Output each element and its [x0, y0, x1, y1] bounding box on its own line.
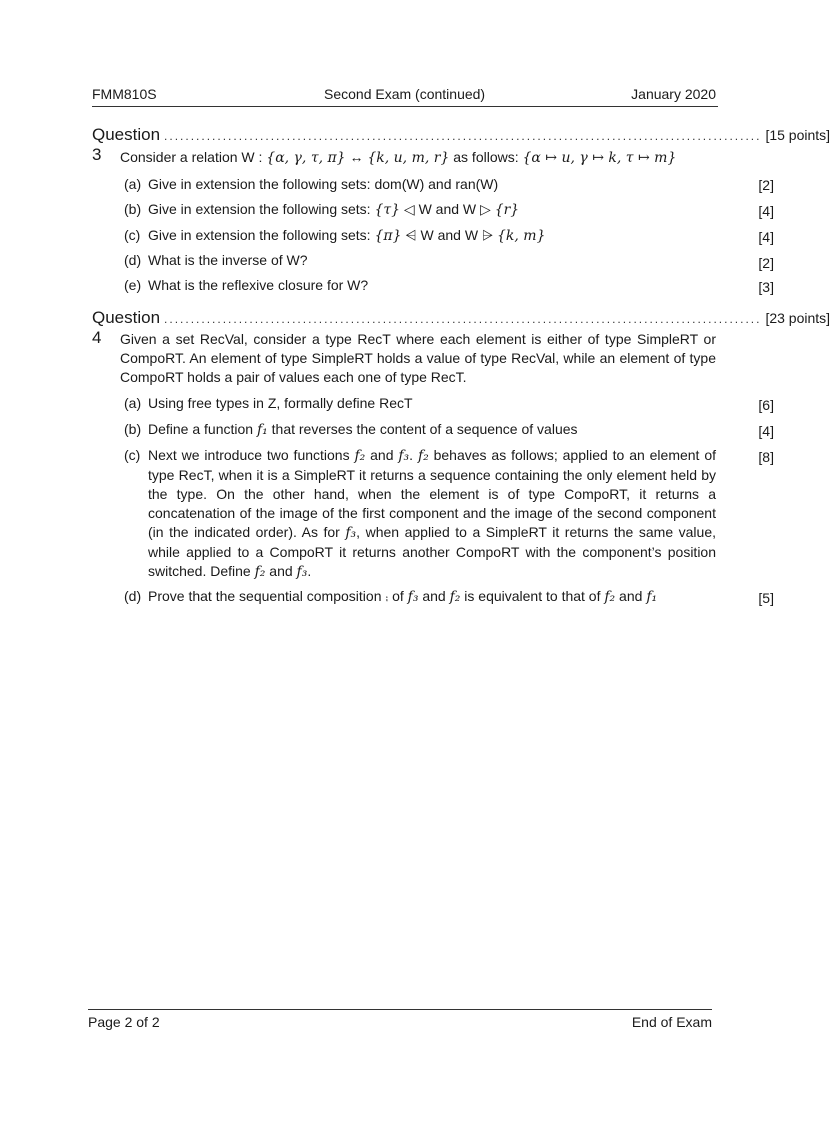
- item-label: (a): [124, 176, 142, 192]
- question-4b: [124, 420, 716, 440]
- text: and: [418, 588, 450, 604]
- item-label: (d): [124, 588, 142, 604]
- page-footer: [88, 1009, 712, 1030]
- question-4-intro: Given a set RecVal, consider a type RecT where each element is either of type SimpleRT or CompoRT. An element of type SimpleRT holds a value of type RecVal, while an element of type CompoRT holds a pair of values each one of type RecT.: [120, 331, 716, 385]
- text: of: [388, 588, 408, 604]
- item-text: [148, 200, 716, 220]
- text: Prove that the sequential composition: [148, 588, 386, 604]
- question-3c-mark: [4]: [758, 229, 774, 245]
- text: ◁ W and W ▷: [400, 201, 495, 217]
- math-symbol: f₂: [354, 448, 366, 464]
- math-symbol: f₃: [345, 525, 357, 541]
- question-3b: [124, 200, 716, 220]
- question-4c: [124, 446, 716, 582]
- text: , when applied to a SimpleRT it returns the same value, while applied to a CompoRT it returns another CompoRT with the component’s position switched. Define: [148, 524, 716, 579]
- question-3-intro: [120, 148, 716, 168]
- question-4d: [124, 587, 716, 607]
- item-text: [148, 587, 716, 607]
- text: is equivalent to that of: [460, 588, 605, 604]
- question-3-points: [15 points]: [765, 127, 830, 143]
- question-4-points: [23 points]: [765, 310, 830, 326]
- text: Give in extension the following sets:: [148, 201, 375, 217]
- question-3a-mark: [2]: [758, 177, 774, 193]
- item-label: (c): [124, 227, 141, 243]
- question-3d-mark: [2]: [758, 255, 774, 271]
- math-symbol: f₃: [296, 564, 308, 580]
- item-label: (b): [124, 201, 142, 217]
- item-label: (a): [124, 395, 142, 411]
- math-set: {k, u, m, r}: [367, 150, 450, 166]
- question-3d: [124, 251, 716, 270]
- text: Define a function: [148, 421, 257, 437]
- course-code: FMM810S: [92, 86, 157, 102]
- math-symbol: f₁: [646, 589, 658, 605]
- item-label: (e): [124, 277, 142, 293]
- item-label: (b): [124, 421, 142, 437]
- text: and: [365, 447, 399, 463]
- math-symbol: f₃: [407, 589, 419, 605]
- composition-symbol: ⨾: [385, 588, 389, 604]
- text: and: [615, 588, 647, 604]
- question-3-label: Question 3: [92, 125, 161, 164]
- item-text: [148, 446, 716, 582]
- math-symbol: f₃: [398, 448, 410, 464]
- page-number: Page 2 of 2: [88, 1014, 160, 1030]
- question-3e: [124, 276, 716, 295]
- text: behaves as follows; applied to an element of type RecT, when it is a SimpleRT it returns a sequence containing the only element held by the type. On the other hand, when the element is of type CompoRT, it returns a concatenation of the image of the first component and the image of the second component (in the indicated order). As for: [148, 447, 716, 540]
- item-label: (c): [124, 447, 141, 463]
- math-set: {τ}: [374, 202, 401, 218]
- math-set: {α, γ, τ, π}: [266, 150, 346, 166]
- end-of-exam: End of Exam: [631, 1014, 712, 1030]
- text: and: [265, 563, 297, 579]
- text: ⩤ W and W ⩥: [401, 227, 498, 243]
- text: Give in extension the following sets:: [148, 227, 375, 243]
- item-text: [148, 420, 716, 440]
- math-symbol: f₂: [449, 589, 461, 605]
- item-text: Using free types in Z, formally define RecT: [148, 395, 413, 411]
- question-3a: [124, 175, 716, 194]
- question-4-title: [92, 308, 830, 347]
- math-symbol: f₂: [604, 589, 616, 605]
- page-header: [92, 86, 718, 107]
- item-text: What is the reflexive closure for W?: [148, 277, 369, 293]
- question-4b-mark: [4]: [758, 423, 774, 439]
- question-4c-mark: [8]: [758, 449, 774, 465]
- question-4-label: Question 4: [92, 308, 161, 347]
- question-4a-mark: [6]: [758, 397, 774, 413]
- item-text: What is the inverse of W?: [148, 252, 308, 268]
- text: .: [409, 447, 418, 463]
- math-symbol: f₁: [256, 422, 268, 438]
- exam-title: Second Exam (continued): [324, 86, 486, 102]
- math-mapping: {α ↦ u, γ ↦ k, τ ↦ m}: [522, 150, 677, 166]
- math-symbol: f₂: [254, 564, 266, 580]
- intro-text: as follows:: [449, 149, 523, 165]
- question-3b-mark: [4]: [758, 203, 774, 219]
- item-label: (d): [124, 252, 142, 268]
- text: .: [307, 563, 312, 579]
- item-text: Give in extension the following sets: dom(W) and ran(W): [148, 176, 499, 192]
- text: Next we introduce two functions: [148, 447, 355, 463]
- math-symbol: f₂: [417, 448, 429, 464]
- question-3e-mark: [3]: [758, 279, 774, 295]
- question-3c: [124, 226, 716, 246]
- math-set: {π}: [374, 228, 402, 244]
- item-text: [148, 226, 716, 246]
- math-set: {r}: [494, 202, 520, 218]
- question-4d-mark: [5]: [758, 590, 774, 606]
- question-4a: [124, 394, 716, 413]
- relation-symbol: ↔: [345, 149, 368, 165]
- leader-dots: ................................................................................................................: [164, 312, 762, 326]
- intro-text: Consider a relation W :: [120, 149, 267, 165]
- text: that reverses the content of a sequence of values: [267, 421, 578, 437]
- math-set: {k, m}: [497, 228, 546, 244]
- leader-dots: ................................................................................................................: [164, 129, 762, 143]
- exam-date: January 2020: [631, 86, 716, 102]
